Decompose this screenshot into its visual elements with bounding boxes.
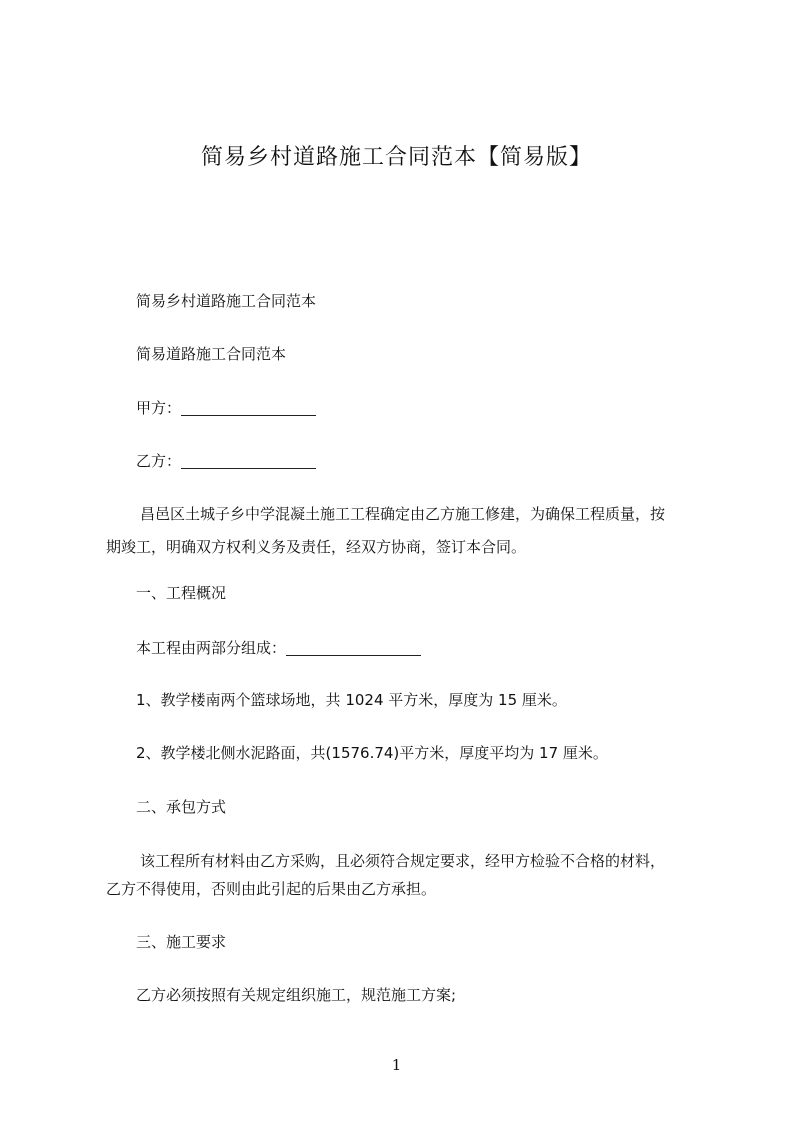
composition-label: 本工程由两部分组成： (136, 639, 287, 657)
heading-contract-template: 简易乡村道路施工合同范本 (136, 292, 317, 310)
document-title: 简易乡村道路施工合同范本【简易版】 (200, 145, 592, 170)
section-1-item-1: 1、教学楼南两个篮球场地，共 1024 平方米，厚度为 15 厘米。 (136, 691, 567, 709)
section-2-title: 二、承包方式 (136, 798, 227, 816)
composition-row (136, 638, 421, 658)
section-1-title: 一、工程概况 (136, 584, 227, 602)
party-b-row (136, 451, 316, 471)
section-3-line-1: 乙方必须按照有关规定组织施工，规范施工方案; (136, 986, 457, 1004)
section-1-item-2: 2、教学楼北侧水泥路面，共(1576.74)平方米，厚度平均为 17 厘米。 (136, 744, 608, 762)
party-a-blank (181, 399, 316, 416)
heading-simple-contract: 简易道路施工合同范本 (136, 345, 287, 363)
section-3-title: 三、施工要求 (136, 933, 227, 951)
composition-blank (286, 639, 421, 656)
section-2-line-2: 乙方不得使用，否则由此引起的后果由乙方承担。 (106, 880, 437, 898)
party-a-label: 甲方： (136, 399, 182, 417)
party-b-label: 乙方： (136, 452, 182, 470)
party-a-row (136, 398, 316, 418)
intro-line-1: 昌邑区土城子乡中学混凝土施工工程确定由乙方施工修建，为确保工程质量，按 (140, 505, 666, 523)
section-2-line-1: 该工程所有材料由乙方采购，且必须符合规定要求，经甲方检验不合格的材料， (140, 852, 666, 870)
intro-line-2: 期竣工，明确双方权利义务及责任，经双方协商，签订本合同。 (106, 538, 527, 556)
page-number: 1 (391, 1056, 402, 1074)
party-b-blank (181, 452, 316, 469)
